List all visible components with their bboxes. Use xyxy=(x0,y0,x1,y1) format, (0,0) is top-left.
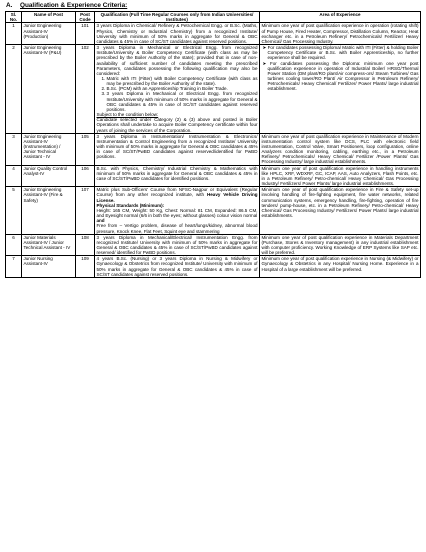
sl-cell: 6 xyxy=(6,234,22,256)
experience-cell: Minimum one year of post qualification experience in Materials Department (Purchase, Stores & Inventory management) in any industrial establishment with computer proficiency. Working Knowledge of ERP Systems like SAP etc. will be preferred. xyxy=(261,234,419,256)
post-code-cell: 108 xyxy=(76,234,95,256)
post-code-cell: 102 xyxy=(76,45,95,134)
post-name-cell: Junior Engineering Assistant-IV (Production) xyxy=(22,23,76,45)
experience-cell: Minimum one year of post qualification experience in operation (rotating shift) of Pump House, Fired Heater, Compressor, Distillation Column, Reactor, Heat exchanger etc. in a Petroleum Refinery/ Petrochemicals/ Fertilizer/ Heavy Chemical/ Gas Processing Industry. xyxy=(261,23,419,44)
list-item: 1. Matric with ITI (Fitter) with Boiler Competency Certificate (with class as may be prescribed by the Boiler Authority of the state). xyxy=(107,76,258,86)
section-letter: A. xyxy=(6,2,13,9)
qualification-text: Free from – Vertigo problem, disease of heart/lungs/kidney, abnormal blood pressure, Knock Knee, Flat Feet, Squint eye and stammering xyxy=(96,223,258,234)
qualification-cell: 4 years B.Sc. (Nursing) or 3 years Diploma in Nursing & Midwifery or Gynaecology & Obstetrics from recognized Institute/ University with minimum of 50% marks in aggregate for General & OBC candidates & 45% in case of SC/ST candidates against reserved positions. xyxy=(96,256,258,277)
qualification-cell: 3 years Diploma in Mechanical/Electrical/ Instrumentation Engg. from recognized Institute/ University with minimum of 50% marks in aggregate for General & OBC candidates & 45% in case of SC/ST/PwBD candidates against reserved/ identified for PwBD positions. xyxy=(96,234,258,256)
qualification-list xyxy=(97,76,258,112)
sl-cell: 5 xyxy=(6,187,22,234)
post-code-cell: 105 xyxy=(76,133,95,165)
qualification-bold: Physical Standards (Minimum): xyxy=(96,202,165,208)
sl-cell: 2 xyxy=(6,45,22,134)
post-name-cell: Junior Engineering Assistant-IV (P&U) xyxy=(22,45,76,134)
section-heading xyxy=(6,2,127,9)
table-row xyxy=(6,234,421,256)
condition-title: Subject to the condition below: xyxy=(96,112,159,118)
experience-text: For candidates possessing Diploma/ Matric with ITI (Fitter) & holding Boiler Competency Certificate or B.Sc. with Boiler Apprenticeship, no further experience shall be required. xyxy=(267,45,419,61)
post-name-cell: Junior Nursing Assistant-IV xyxy=(22,256,76,278)
experience-cell: Minimum one year of post qualification experience in Fire & Safety set-up involving handling of fire-fighting equipment, fire water networks, related communication systems, emergency handling, fire-fighting, operation of fire tenders/ pump-house, etc. in a Petroleum Refinery/ Petro-chemical/ Heavy Chemical/ Gas Processing Industry/ Fertilizers/ Power Plants/ large industrial establishments. xyxy=(260,187,421,234)
qualification-text: Height: 165 CM, Weight: 50 Kg, Chest: Normal: 81 CM, Expanded: 86.5 CM, and Eyesight normal (6/6 in both the eyes; without glasses) colour vision normal xyxy=(96,207,258,219)
sl-cell: 4 xyxy=(6,165,22,187)
post-name-cell: Junior Quality Control Analyst-IV xyxy=(22,165,76,187)
table-row xyxy=(6,187,421,234)
post-code-cell: 107 xyxy=(76,187,95,234)
post-code-cell: 101 xyxy=(76,23,95,45)
sl-cell: 3 xyxy=(6,133,22,165)
qualification-intro: 3 years Diploma in Mechanical or Electrical Engg. from recognized Institute/University & Boiler Competency Certificate (with class as may be prescribed by the Boiler Authority of the state); provided that in case of non-availability of sufficient number of candidates meeting the prescribed Parameters, candidates possessing the following qualification may also be considered: xyxy=(96,45,258,76)
header-qualification: Qualification (Full Time Regular Courses only from Indian Universities/ Institutes) xyxy=(95,12,260,23)
experience-text: For candidates possessing the Diploma: minimum one year post qualification experience in operation of Industrial Boiler/ HRSG/Thermal Power Station (DM plant/RO plant/Air compress-ors/ Steam Turbines/ Gas turbines cooling tower/RO Plant/ Air Compressor in Petroleum Refinery/ Petrochemicals/ Heavy Chemical/ Fertilizer/ Power Plants/ large industrial establishment. xyxy=(267,60,419,92)
post-code-cell: 109 xyxy=(76,256,95,278)
experience-cell: Minimum one year of post qualification experience in Maintenance of Modern instrumentation control system like DCS, PLC with electronic field instrumentation, Control Valve, Smart Positioners, loop configuration, online Analyzers condition monitoring, cabling, earthing etc., in a Petroleum Refinery/ Petrochemicals/ Heavy Chemical/ Fertilizer /Power Plants/ Gas Processing Industry/ large industrial establishments. xyxy=(261,133,419,165)
qualification-cell: 3 years Diploma in Chemical/ Refinery & Petrochemical Engg. or B.Sc. (Maths, Physics, Chemistry or Industrial Chemistry) from a recognized Institute/ University with minimum of 50% marks in aggregate for General & OBC candidates & 45% in case of SC/ST candidates against reserved positions. xyxy=(96,23,258,44)
post-name-cell: Junior Materials Assistant-IV / Junior Technical Assistant - IV xyxy=(22,234,76,256)
table-row xyxy=(6,165,421,187)
qualification-cell xyxy=(95,187,260,234)
post-name-cell: Junior Engineering Assistant-IV (Fire & Safety) xyxy=(22,187,76,234)
sl-cell: 1 xyxy=(6,23,22,45)
list-item: 3. 3 years Diploma in Mechanical or Electrical Engg. from recognized Institute/University with minimum of 50% marks in aggregate for General & OBC candidates & 45% in case of SC/ST candidates against reserved positions. xyxy=(107,91,258,112)
section-title: Qualification & Experience Criteria: xyxy=(20,2,128,9)
header-code: Post Code xyxy=(76,12,95,23)
experience-bullet: ➤ For candidates possessing the Diploma: minimum one year post qualification experience in operation of Industrial Boiler/ HRSG/Thermal Power Station (DM plant/RO plant/Air compress-ors/ Steam Turbines/ Gas turbines cooling tower/RO Plant/ Air Compressor in Petroleum Refinery/ Petrochemicals/ Heavy Chemical/ Fertilizer/ Power Plants/ large industrial establishment. xyxy=(262,60,419,92)
post-name-cell: Junior Engineering Assistant-IV (Instrumentation) / Junior Technical Assistant - IV xyxy=(22,133,76,165)
qualification-cell xyxy=(95,45,260,134)
experience-bullet: ➤ For candidates possessing Diploma/ Matric with ITI (Fitter) & holding Boiler Competency Certificate or B.Sc. with Boiler Apprenticeship, no further experience shall be required. xyxy=(262,45,419,61)
condition-text: Candidate selected under Category (2) & (3) above and posted in Boiler Operations shall undertake to acquire Boiler Competency certificate within four years of joining the services of the Corporation. xyxy=(96,117,258,133)
qualification-bold: Heavy Vehicle Driving License. xyxy=(96,192,258,203)
qualification-text: Matric plus Sub-Officers' Course from NFSC-Nagpur or Equivalent (Regular Course) from any other recognized institute, with xyxy=(96,187,258,198)
table-row xyxy=(6,133,421,165)
header-experience: Area of Experience xyxy=(260,12,421,23)
table-header-row xyxy=(6,12,421,23)
header-name: Name of Post xyxy=(22,12,76,23)
table-row xyxy=(6,23,421,45)
list-item: 2. B.Sc. (PCM) with an Apprenticeship Training in Boiler Trade. xyxy=(107,86,258,91)
table-row xyxy=(6,256,421,278)
experience-cell: Minimum one year of post qualification experience in Nursing (& Midwifery) or Gynaecology & Obstetrics in any Hospital/ Nursing Home. Experience in a Hospital of a large establishment will be preferred. xyxy=(260,256,421,278)
header-sl: Sl. No. xyxy=(6,12,22,23)
qualification-cell: B.Sc. with Physics, Chemistry/ Industrial Chemistry & Mathematics with minimum of 50% marks in aggregate for General & OBC candidates & 45% in case of SC/ST/PwBD candidates for identified positions. xyxy=(95,165,260,187)
post-code-cell: 106 xyxy=(76,165,95,187)
experience-cell: Minimum one year of post qualification experience in handling instruments like HPLC, XRF, WDXRF, GC, ICAP, AAS, Auto Analyzers, Flash Points, etc. in a Petroleum Refinery/ Petro-chemical/ Heavy Chemical/ Gas Processing Industry/ Fertilizers/ Power Plants/ large industrial establishments. xyxy=(261,165,419,187)
experience-cell xyxy=(260,45,421,134)
qualification-table xyxy=(5,11,421,278)
qualification-bold: and xyxy=(96,218,105,224)
sl-cell: 7 xyxy=(6,256,22,278)
qualification-cell: 3 years Diploma in Instrumentation/ Instrumentation & Electronics/ Instrumentation & Control Engineering from a recognized Institute/ University with minimum of 50% marks in aggregate for General & OBC candidates & 45% in case of SC/ST/PwBD candidates against reserved/identified for PwBD positions. xyxy=(95,133,260,165)
table-row xyxy=(6,45,421,134)
